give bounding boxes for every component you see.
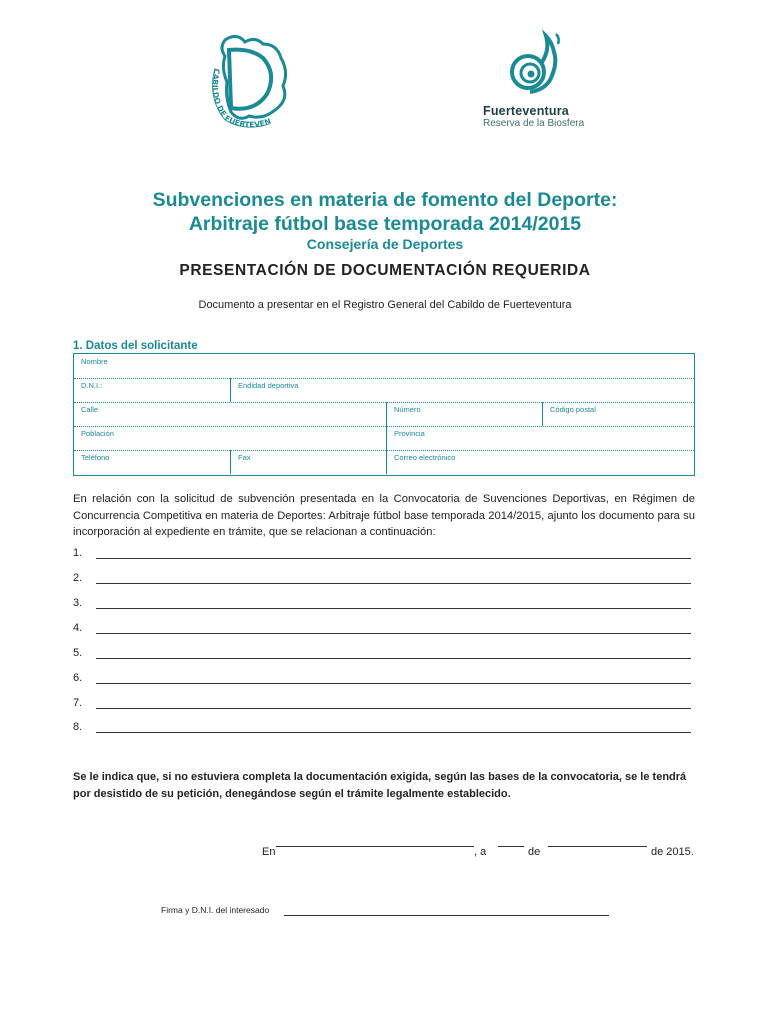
blank-line <box>96 608 691 609</box>
codigo-postal-label: Código postal <box>550 405 596 414</box>
telefono-label: Teléfono <box>81 453 110 462</box>
line-number: 8. <box>73 721 83 733</box>
blank-line <box>96 658 691 659</box>
table-row <box>74 402 694 427</box>
entidad-label: Endidad deportiva <box>238 381 299 390</box>
line-number: 6. <box>73 672 83 684</box>
fuerteventura-snail-logo-icon <box>500 28 570 100</box>
document-line-4[interactable] <box>73 622 695 636</box>
dni-label: D.N.I.: <box>81 381 103 390</box>
day-blank[interactable] <box>498 846 524 847</box>
line-number: 1. <box>73 547 83 559</box>
poblacion-field[interactable] <box>74 426 386 450</box>
blank-line <box>96 732 691 733</box>
numero-label: Número <box>394 405 421 414</box>
date-a-label: , a <box>474 846 487 858</box>
document-line-5[interactable] <box>73 647 695 661</box>
line-number: 5. <box>73 647 83 659</box>
table-row <box>74 378 694 403</box>
poblacion-label: Población <box>81 429 114 438</box>
calle-label: Calle <box>81 405 99 414</box>
document-line-1[interactable] <box>73 547 695 561</box>
correo-field[interactable] <box>386 450 694 474</box>
line-number: 4. <box>73 622 83 634</box>
fax-field[interactable] <box>230 450 386 474</box>
date-year-label: de 2015. <box>651 846 694 858</box>
blank-line <box>96 708 691 709</box>
line-number: 3. <box>73 597 83 609</box>
department-name: Consejería de Deportes <box>306 236 464 252</box>
correo-label: Correo electrónico <box>394 453 456 462</box>
provincia-label: Provincia <box>394 429 425 438</box>
blank-line <box>96 633 691 634</box>
brand-name: Fuerteventura <box>483 104 569 118</box>
document-line-7[interactable] <box>73 697 695 711</box>
document-line-2[interactable] <box>73 572 695 586</box>
table-row <box>74 354 694 379</box>
svg-text:CABILDO DE FUERTEVENTURA: CABILDO DE FUERTEVEN <box>210 67 272 130</box>
brand-subtitle: Reserva de la Biosfera <box>483 118 585 129</box>
place-date-line <box>262 846 702 862</box>
month-blank[interactable] <box>548 846 647 847</box>
table-row <box>74 450 694 474</box>
provincia-field[interactable] <box>386 426 694 450</box>
blank-line <box>96 583 691 584</box>
fuerteventura-logo <box>478 28 598 138</box>
nombre-label: Nombre <box>81 357 108 366</box>
document-title-line-2: Arbitraje fútbol base temporada 2014/2015 <box>188 213 582 235</box>
document-line-6[interactable] <box>73 672 695 686</box>
blank-line <box>96 683 691 684</box>
applicant-data-table <box>73 353 695 476</box>
calle-field[interactable] <box>74 402 386 426</box>
entidad-field[interactable] <box>230 378 694 402</box>
blank-line <box>96 558 691 559</box>
signature-blank[interactable] <box>284 915 609 916</box>
numero-field[interactable] <box>386 402 542 426</box>
place-blank[interactable] <box>276 846 474 847</box>
signature-label: Firma y D.N.I. del interesado <box>161 905 270 915</box>
incomplete-documentation-notice: Se le indica que, si no estuviera completa la documentación exigida, según las bases de la convocatoria, se le tendrá por desistido de su petición, denegándose según el trámite legalmente establecido. <box>73 771 687 800</box>
line-number: 2. <box>73 572 83 584</box>
table-row <box>74 426 694 451</box>
codigo-postal-field[interactable] <box>542 402 694 426</box>
document-line-3[interactable] <box>73 597 695 611</box>
nombre-field[interactable] <box>74 354 694 378</box>
line-number: 7. <box>73 697 83 709</box>
applicant-section-title: 1. Datos del solicitante <box>73 340 198 352</box>
date-en-label: En <box>262 846 276 858</box>
dni-field[interactable] <box>74 378 230 402</box>
signature-line <box>161 905 611 919</box>
cabildo-logo <box>185 28 300 138</box>
form-heading: PRESENTACIÓN DE DOCUMENTACIÓN REQUERIDA <box>179 262 591 279</box>
submission-instructions: Documento a presentar en el Registro General del Cabildo de Fuerteventura <box>198 299 572 311</box>
fax-label: Fax <box>238 453 251 462</box>
cabildo-logo-icon <box>185 28 300 138</box>
document-title-line-1: Subvenciones en materia de fomento del Deporte: <box>152 189 618 211</box>
request-paragraph: En relación con la solicitud de subvención presentada en la Convocatoria de Suvenciones Deportivas, en Régimen de Concurrencia Competitiva en materia de Deportes: Arbitraje fútbol base temporada 2014/2015, ajunto los documento para su incorporación al expediente en trámite, que se relacionan a continuación: <box>73 493 695 538</box>
telefono-field[interactable] <box>74 450 230 474</box>
date-de-label: de <box>528 846 541 858</box>
document-line-8[interactable] <box>73 721 695 735</box>
